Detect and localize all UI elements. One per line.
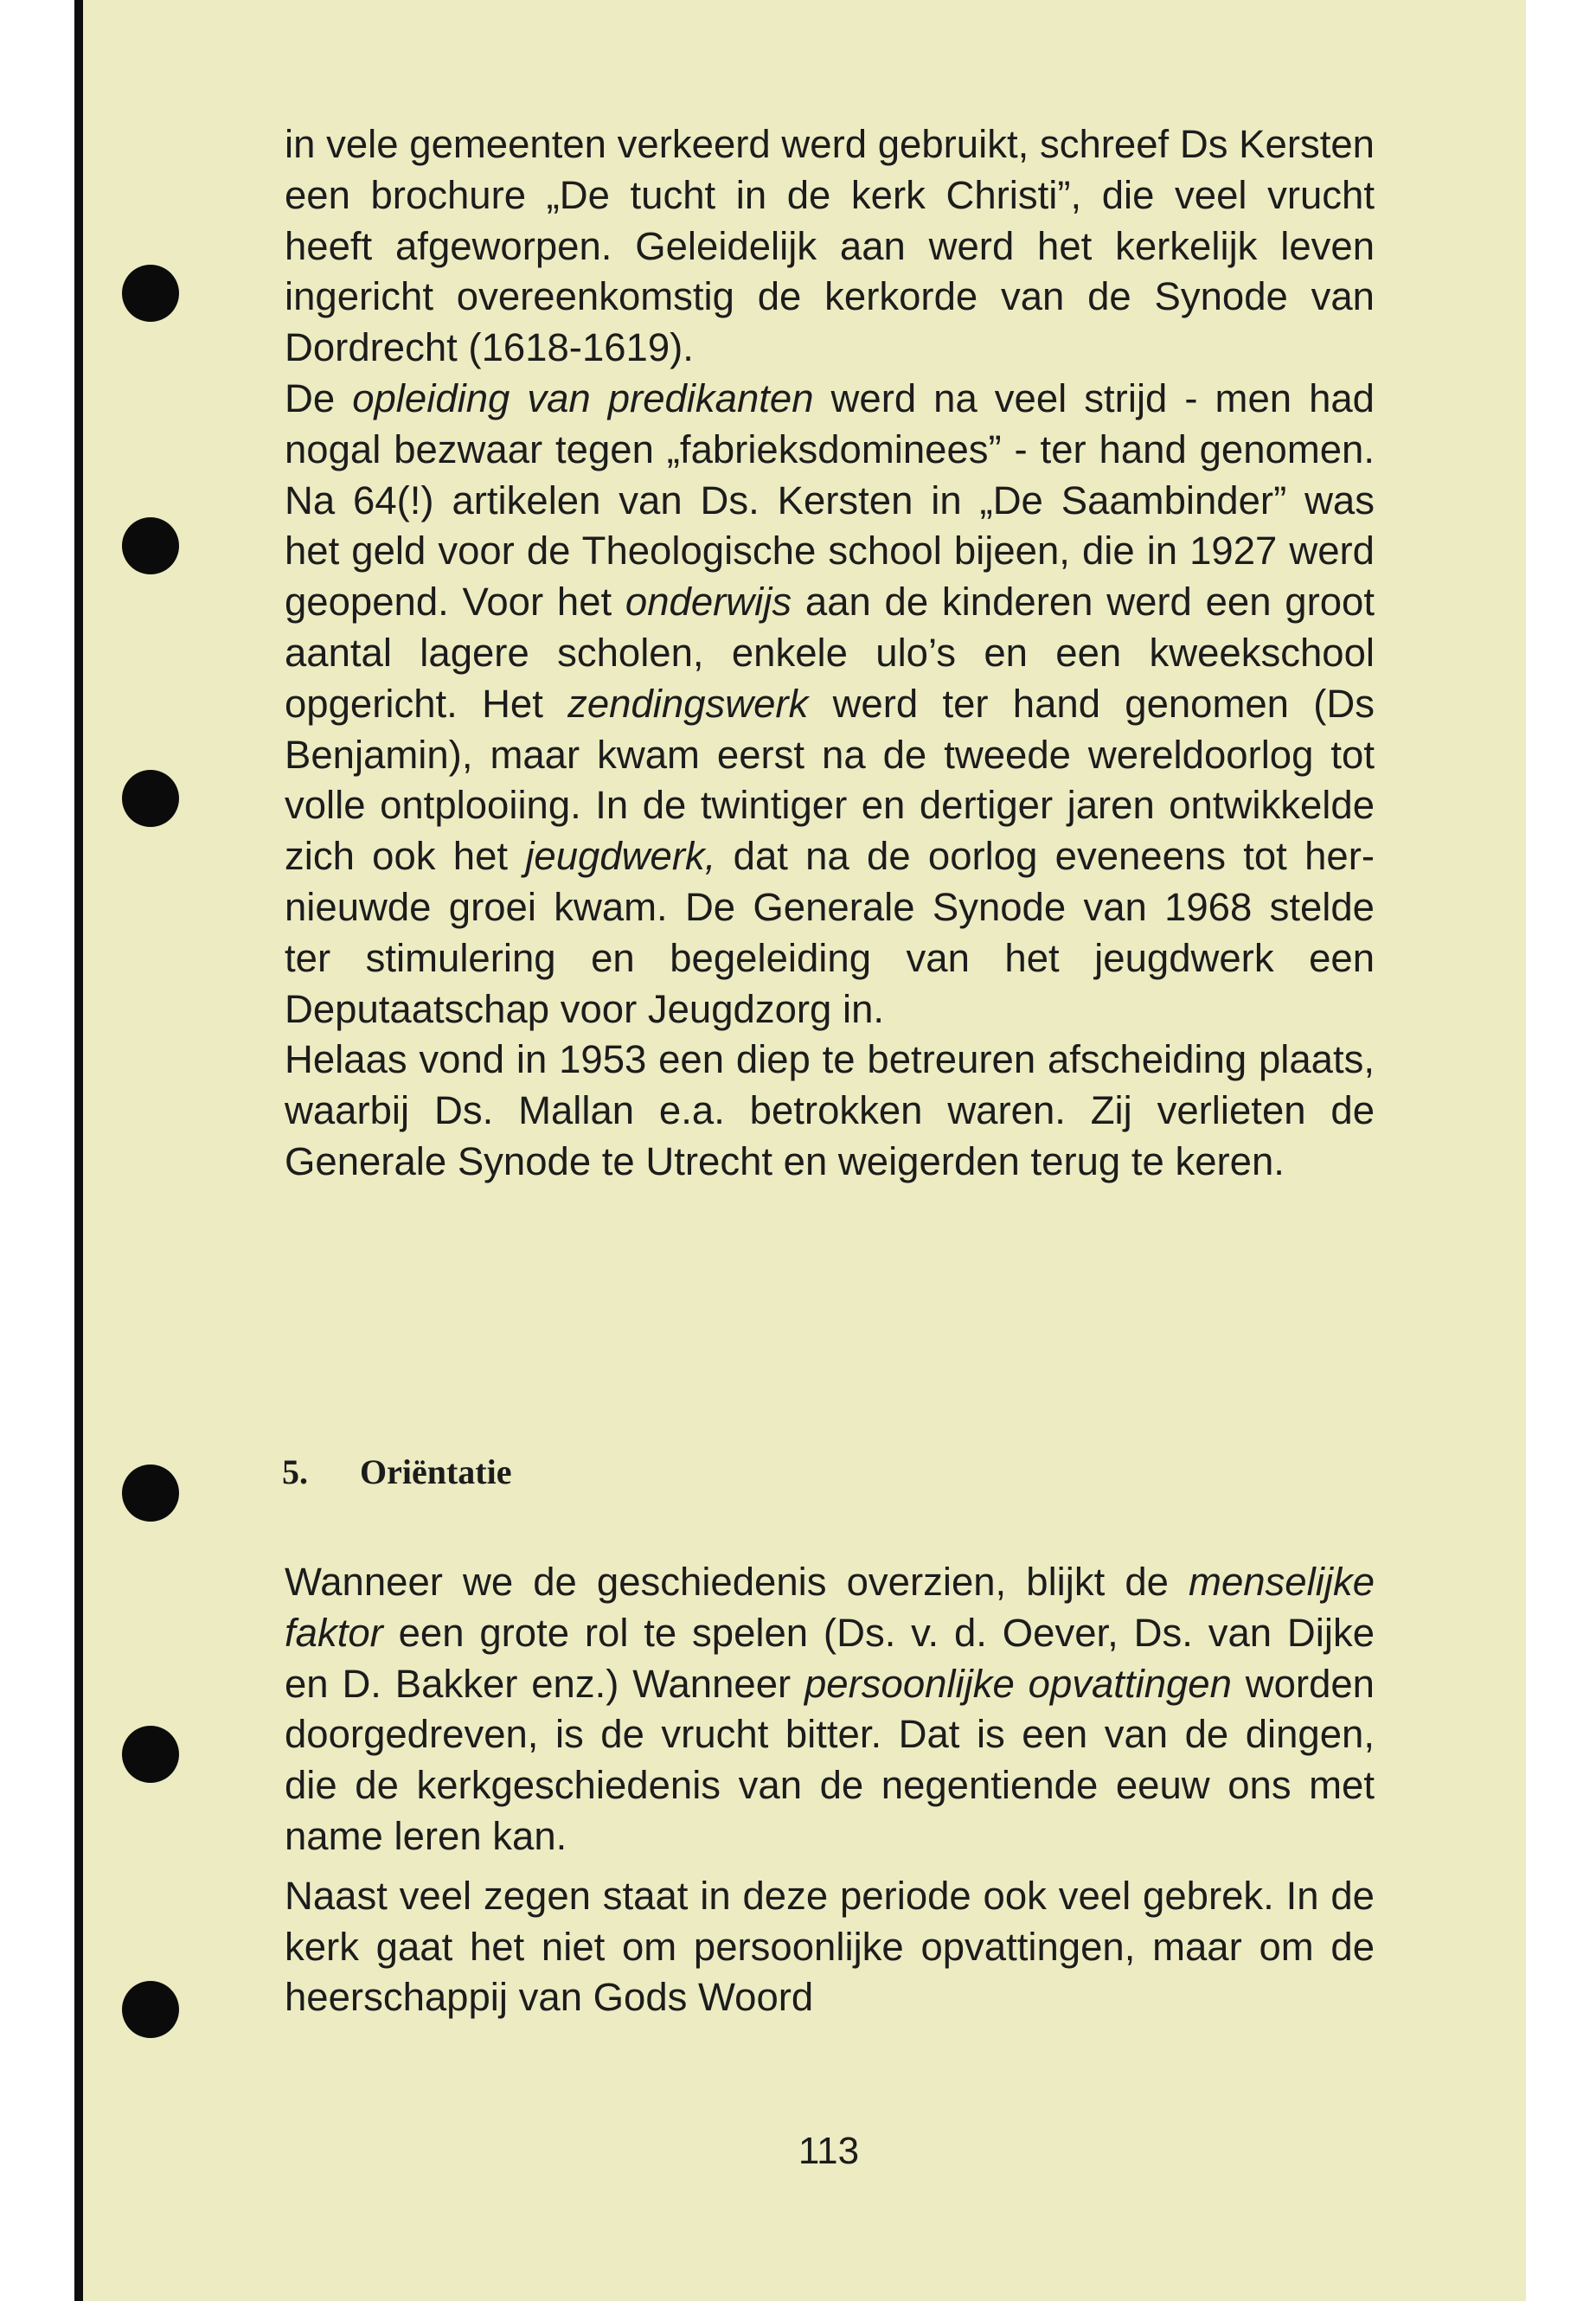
paragraph-opleiding: De opleiding van predikanten werd na veel strijd - men had nogal bezwaar tegen „fabrieksdominees” - ter hand genomen. Na 64(!) artikelen van Ds. Kersten in „De Saambinder” was het geld voor de Theologische school bijeen, die in 1927 werd geopend. Voor het onderwijs aan de kinderen werd een groot aantal lagere scholen, enkele ulo’s en een kweekschool opgericht. Het zendingswerk werd ter hand genomen (Ds Benjamin), maar kwam eerst na de tweede wereldoorlog tot volle ontplooiing. In de twintiger en dertiger jaren ontwikkelde zich ook het jeugdwerk, dat na de oorlog eveneens tot hernieuwde groei kwam. De Generale Synode van 1968 stelde ter stimulering en begeleiding van het jeugdwerk een Deputaatschap voor Jeugdzorg in.	[285, 375, 1375, 1031]
binder-hole-2	[122, 517, 179, 574]
binder-hole-5	[122, 1726, 179, 1783]
section-heading	[282, 1452, 512, 1492]
binder-hole-3	[122, 770, 179, 827]
page-number: 113	[798, 2130, 860, 2172]
section-title: Oriëntatie	[360, 1452, 512, 1491]
scan-margin-right	[1526, 0, 1596, 2301]
binder-hole-4	[122, 1465, 179, 1522]
binder-hole-6	[122, 1981, 179, 2038]
paragraph-menselijke-faktor: Wanneer we de geschiedenis overzien, blijkt de menselijke faktor een grote rol te spelen (Ds. v. d. Oever, Ds. van Dijke en D. Bakker enz.) Wanneer persoonlijke opvattingen worden doorgedreven, is de vrucht bitter. Dat is een van de dingen, die de kerkgeschiedenis van de negentiende eeuw ons met name leren kan.	[285, 1560, 1375, 1858]
body-text-upper	[285, 119, 1375, 1188]
body-text-lower	[285, 1557, 1375, 2023]
section-number: 5.	[282, 1452, 308, 1491]
paragraph-afscheiding: Helaas vond in 1953 een diep te betreuren afscheiding plaats, waarbij Ds. Mallan e.a. betrokken waren. Zij verlieten de Generale Synode te Utrecht en weigerden terug te keren.	[285, 1037, 1375, 1183]
paragraph-zegen-gebrek: Naast veel zegen staat in deze periode ook veel gebrek. In de kerk gaat het niet om persoonlijke opvattingen, maar om de heerschappij van Gods Woord	[285, 1873, 1375, 2020]
binder-hole-1	[122, 265, 179, 322]
page-spine-edge	[74, 0, 83, 2301]
paragraph-tucht: in vele gemeenten verkeerd werd gebruikt, schreef Ds Kersten een brochure „De tucht in de kerk Christi”, die veel vrucht heeft afgeworpen. Geleidelijk aan werd het kerkelijk leven ingericht overeenkomstig de kerkorde van de Synode van Dordrecht (1618-1619).	[285, 122, 1375, 370]
scan-margin-left	[0, 0, 74, 2301]
